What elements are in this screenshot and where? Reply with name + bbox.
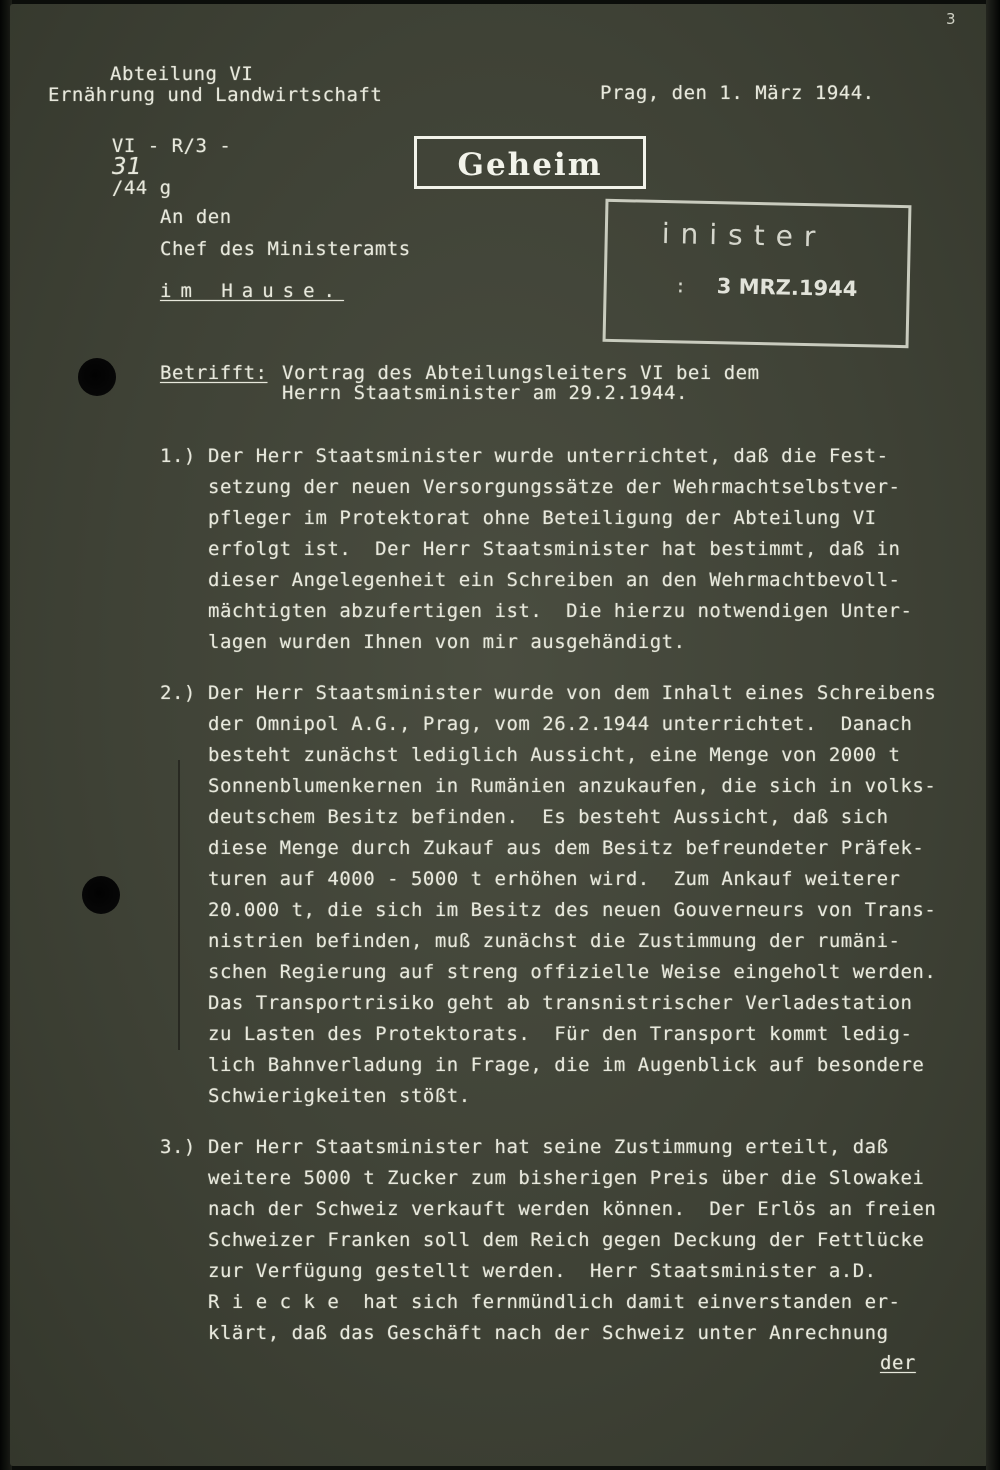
department-subtitle: Ernährung und Landwirtschaft [48, 84, 383, 106]
item-3-number: 3.) [160, 1136, 196, 1158]
item-2-line: Der Herr Staatsminister wurde von dem Inhalt eines Schreibens [208, 682, 937, 704]
item-3-line: zur Verfügung gestellt werden. Herr Staatsminister a.D. [208, 1260, 877, 1282]
page-mark: 3 [946, 10, 956, 28]
item-2-line: der Omnipol A.G., Prag, vom 26.2.1944 unterrichtet. Danach [208, 713, 913, 735]
reference-number: VI - R/3 - 31 /44 g [111, 135, 232, 199]
item-3-line: R i e c k e hat sich fernmündlich damit einverstanden er- [208, 1291, 901, 1313]
place-date: Prag, den 1. März 1944. [600, 82, 875, 104]
item-1-line: pfleger im Protektorat ohne Beteiligung der Abteilung VI [208, 507, 877, 529]
punch-hole-upper [78, 358, 116, 396]
item-3-line: klärt, daß das Geschäft nach der Schweiz unter Anrechnung [208, 1322, 889, 1344]
recipient-line-1: An den [160, 206, 232, 228]
margin-line [178, 760, 180, 1050]
classification-label: Geheim [457, 147, 603, 183]
item-2-line: nistrien befinden, muß zunächst die Zustimmung der rumäni- [208, 930, 901, 952]
scan-edge-right [986, 0, 1000, 1470]
item-3-line: Der Herr Staatsminister hat seine Zustimmung erteilt, daß [208, 1136, 889, 1158]
subject-label: Betrifft: [160, 362, 268, 384]
item-3-line: nach der Schweiz verkauft werden können. Der Erlös an freien [208, 1198, 937, 1220]
classification-stamp [414, 136, 646, 189]
continuation-word: der [880, 1352, 916, 1374]
received-stamp-mark: : [674, 275, 687, 298]
received-stamp [603, 199, 912, 348]
subject-line-1: Vortrag des Abteilungsleiters VI bei dem [282, 362, 760, 384]
department-name: Abteilung VI [110, 63, 254, 85]
item-3-line: Schweizer Franken soll dem Reich gegen Deckung der Fettlücke [208, 1229, 925, 1251]
received-stamp-office: inister [661, 217, 827, 254]
item-1-number: 1.) [160, 445, 196, 467]
item-2-line: Sonnenblumenkernen in Rumänien anzukaufen, die sich in volks- [208, 775, 937, 797]
item-1-line: erfolgt ist. Der Herr Staatsminister hat bestimmt, daß in [208, 538, 901, 560]
reference-handwritten: 31 [111, 154, 143, 180]
item-2-line: turen auf 4000 - 5000 t erhöhen wird. Zum Ankauf weiterer [208, 868, 901, 890]
item-2-line: Das Transportrisiko geht ab transnistrischer Verladestation [208, 992, 913, 1014]
received-stamp-date: 3 MRZ.1944 [716, 274, 858, 302]
item-2-line: schen Regierung auf streng offizielle Weise eingeholt werden. [208, 961, 937, 983]
item-1-line: Der Herr Staatsminister wurde unterrichtet, daß die Fest- [208, 445, 889, 467]
item-2-line: deutschem Besitz befinden. Es besteht Aussicht, daß sich [208, 806, 889, 828]
item-2-line: 20.000 t, die sich im Besitz des neuen Gouverneurs von Trans- [208, 899, 937, 921]
item-1-line: dieser Angelegenheit ein Schreiben an den Wehrmachtbevoll- [208, 569, 901, 591]
subject-line-2: Herrn Staatsminister am 29.2.1944. [282, 382, 688, 404]
item-2-line: Schwierigkeiten stößt. [208, 1085, 471, 1107]
item-1-line: lagen wurden Ihnen von mir ausgehändigt. [208, 631, 686, 653]
item-3-line: weitere 5000 t Zucker zum bisherigen Preis über die Slowakei [208, 1167, 925, 1189]
item-1-line: setzung der neuen Versorgungssätze der Wehrmachtselbstver- [208, 476, 901, 498]
item-2-line: diese Menge durch Zukauf aus dem Besitz befreundeter Präfek- [208, 837, 925, 859]
recipient-line-3: im Hause. [160, 280, 344, 302]
item-2-number: 2.) [160, 682, 196, 704]
item-2-line: besteht zunächst lediglich Aussicht, eine Menge von 2000 t [208, 744, 901, 766]
item-2-line: zu Lasten des Protektorats. Für den Transport kommt ledig- [208, 1023, 913, 1045]
punch-hole-lower [82, 876, 120, 914]
item-2-line: lich Bahnverladung in Frage, die im Augenblick auf besondere [208, 1054, 925, 1076]
recipient-line-2: Chef des Ministeramts [160, 238, 411, 260]
item-1-line: mächtigten abzufertigen ist. Die hierzu notwendigen Unter- [208, 600, 913, 622]
